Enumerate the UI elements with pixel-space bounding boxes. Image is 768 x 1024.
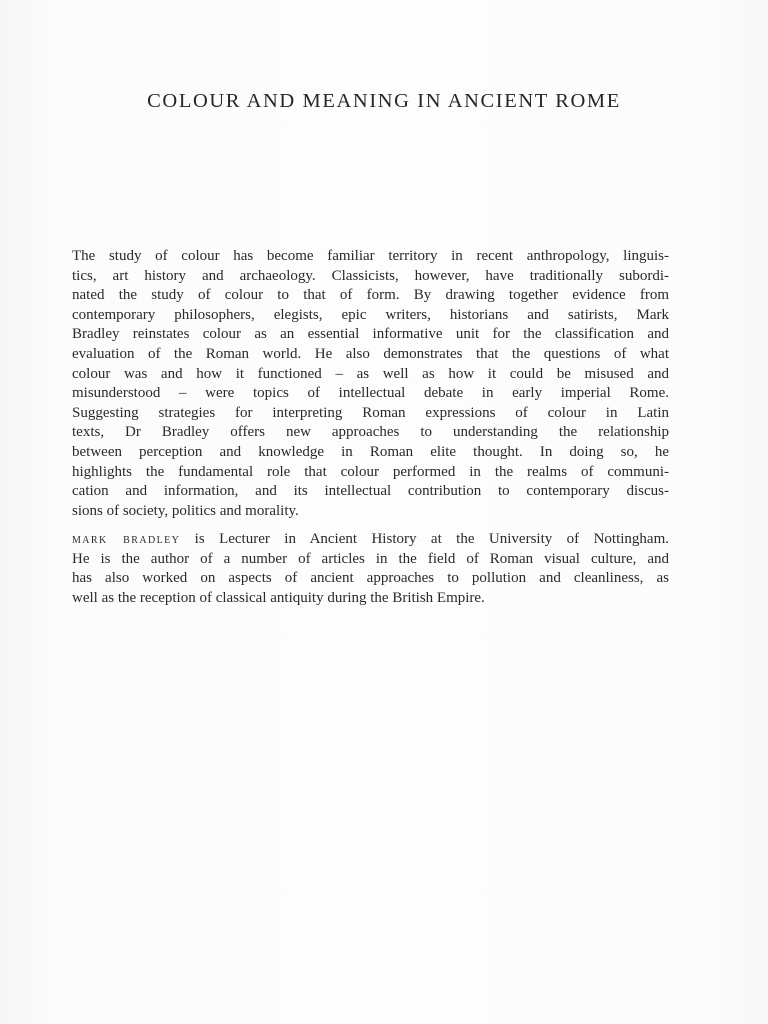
author-name: mark bradley	[72, 532, 181, 547]
bio-line: has also worked on aspects of ancient approaches to pollution and cleanliness, as	[72, 570, 669, 587]
description-line: cation and information, and its intellectual contribution to contemporary discus-	[72, 483, 669, 500]
description-line: Bradley reinstates colour as an essential informative unit for the classification and	[72, 326, 669, 343]
bio-line: well as the reception of classical antiquity during the British Empire.	[72, 589, 485, 606]
description-line: nated the study of colour to that of form. By drawing together evidence from	[72, 287, 669, 304]
description-line: misunderstood – were topics of intellectual debate in early imperial Rome.	[72, 385, 669, 402]
book-title: COLOUR AND MEANING IN ANCIENT ROME	[147, 90, 621, 112]
description-line: sions of society, politics and morality.	[72, 502, 299, 519]
description-line: The study of colour has become familiar territory in recent anthropology, linguis-	[72, 248, 669, 264]
description-line: texts, Dr Bradley offers new approaches to understanding the relationship	[72, 424, 669, 441]
description-line: evaluation of the Roman world. He also demonstrates that the questions of what	[72, 345, 669, 362]
description-line: colour was and how it functioned – as well as how it could be misused and	[72, 365, 669, 382]
description-line: tics, art history and archaeology. Classicists, however, have traditionally subordi-	[72, 267, 669, 284]
author-bio	[72, 530, 669, 608]
description-line: Suggesting strategies for interpreting Roman expressions of colour in Latin	[72, 404, 669, 421]
bio-line	[72, 530, 669, 550]
bio-line: He is the author of a number of articles in the field of Roman visual culture, and	[72, 550, 669, 567]
book-description	[72, 247, 669, 521]
description-line: highlights the fundamental role that colour performed in the realms of communi-	[72, 463, 669, 480]
description-line: contemporary philosophers, elegists, epic writers, historians and satirists, Mark	[72, 306, 669, 323]
bio-first-line-text: is Lecturer in Ancient History at the University of Nottingham.	[180, 531, 669, 547]
description-line: between perception and knowledge in Roman elite thought. In doing so, he	[72, 443, 669, 460]
